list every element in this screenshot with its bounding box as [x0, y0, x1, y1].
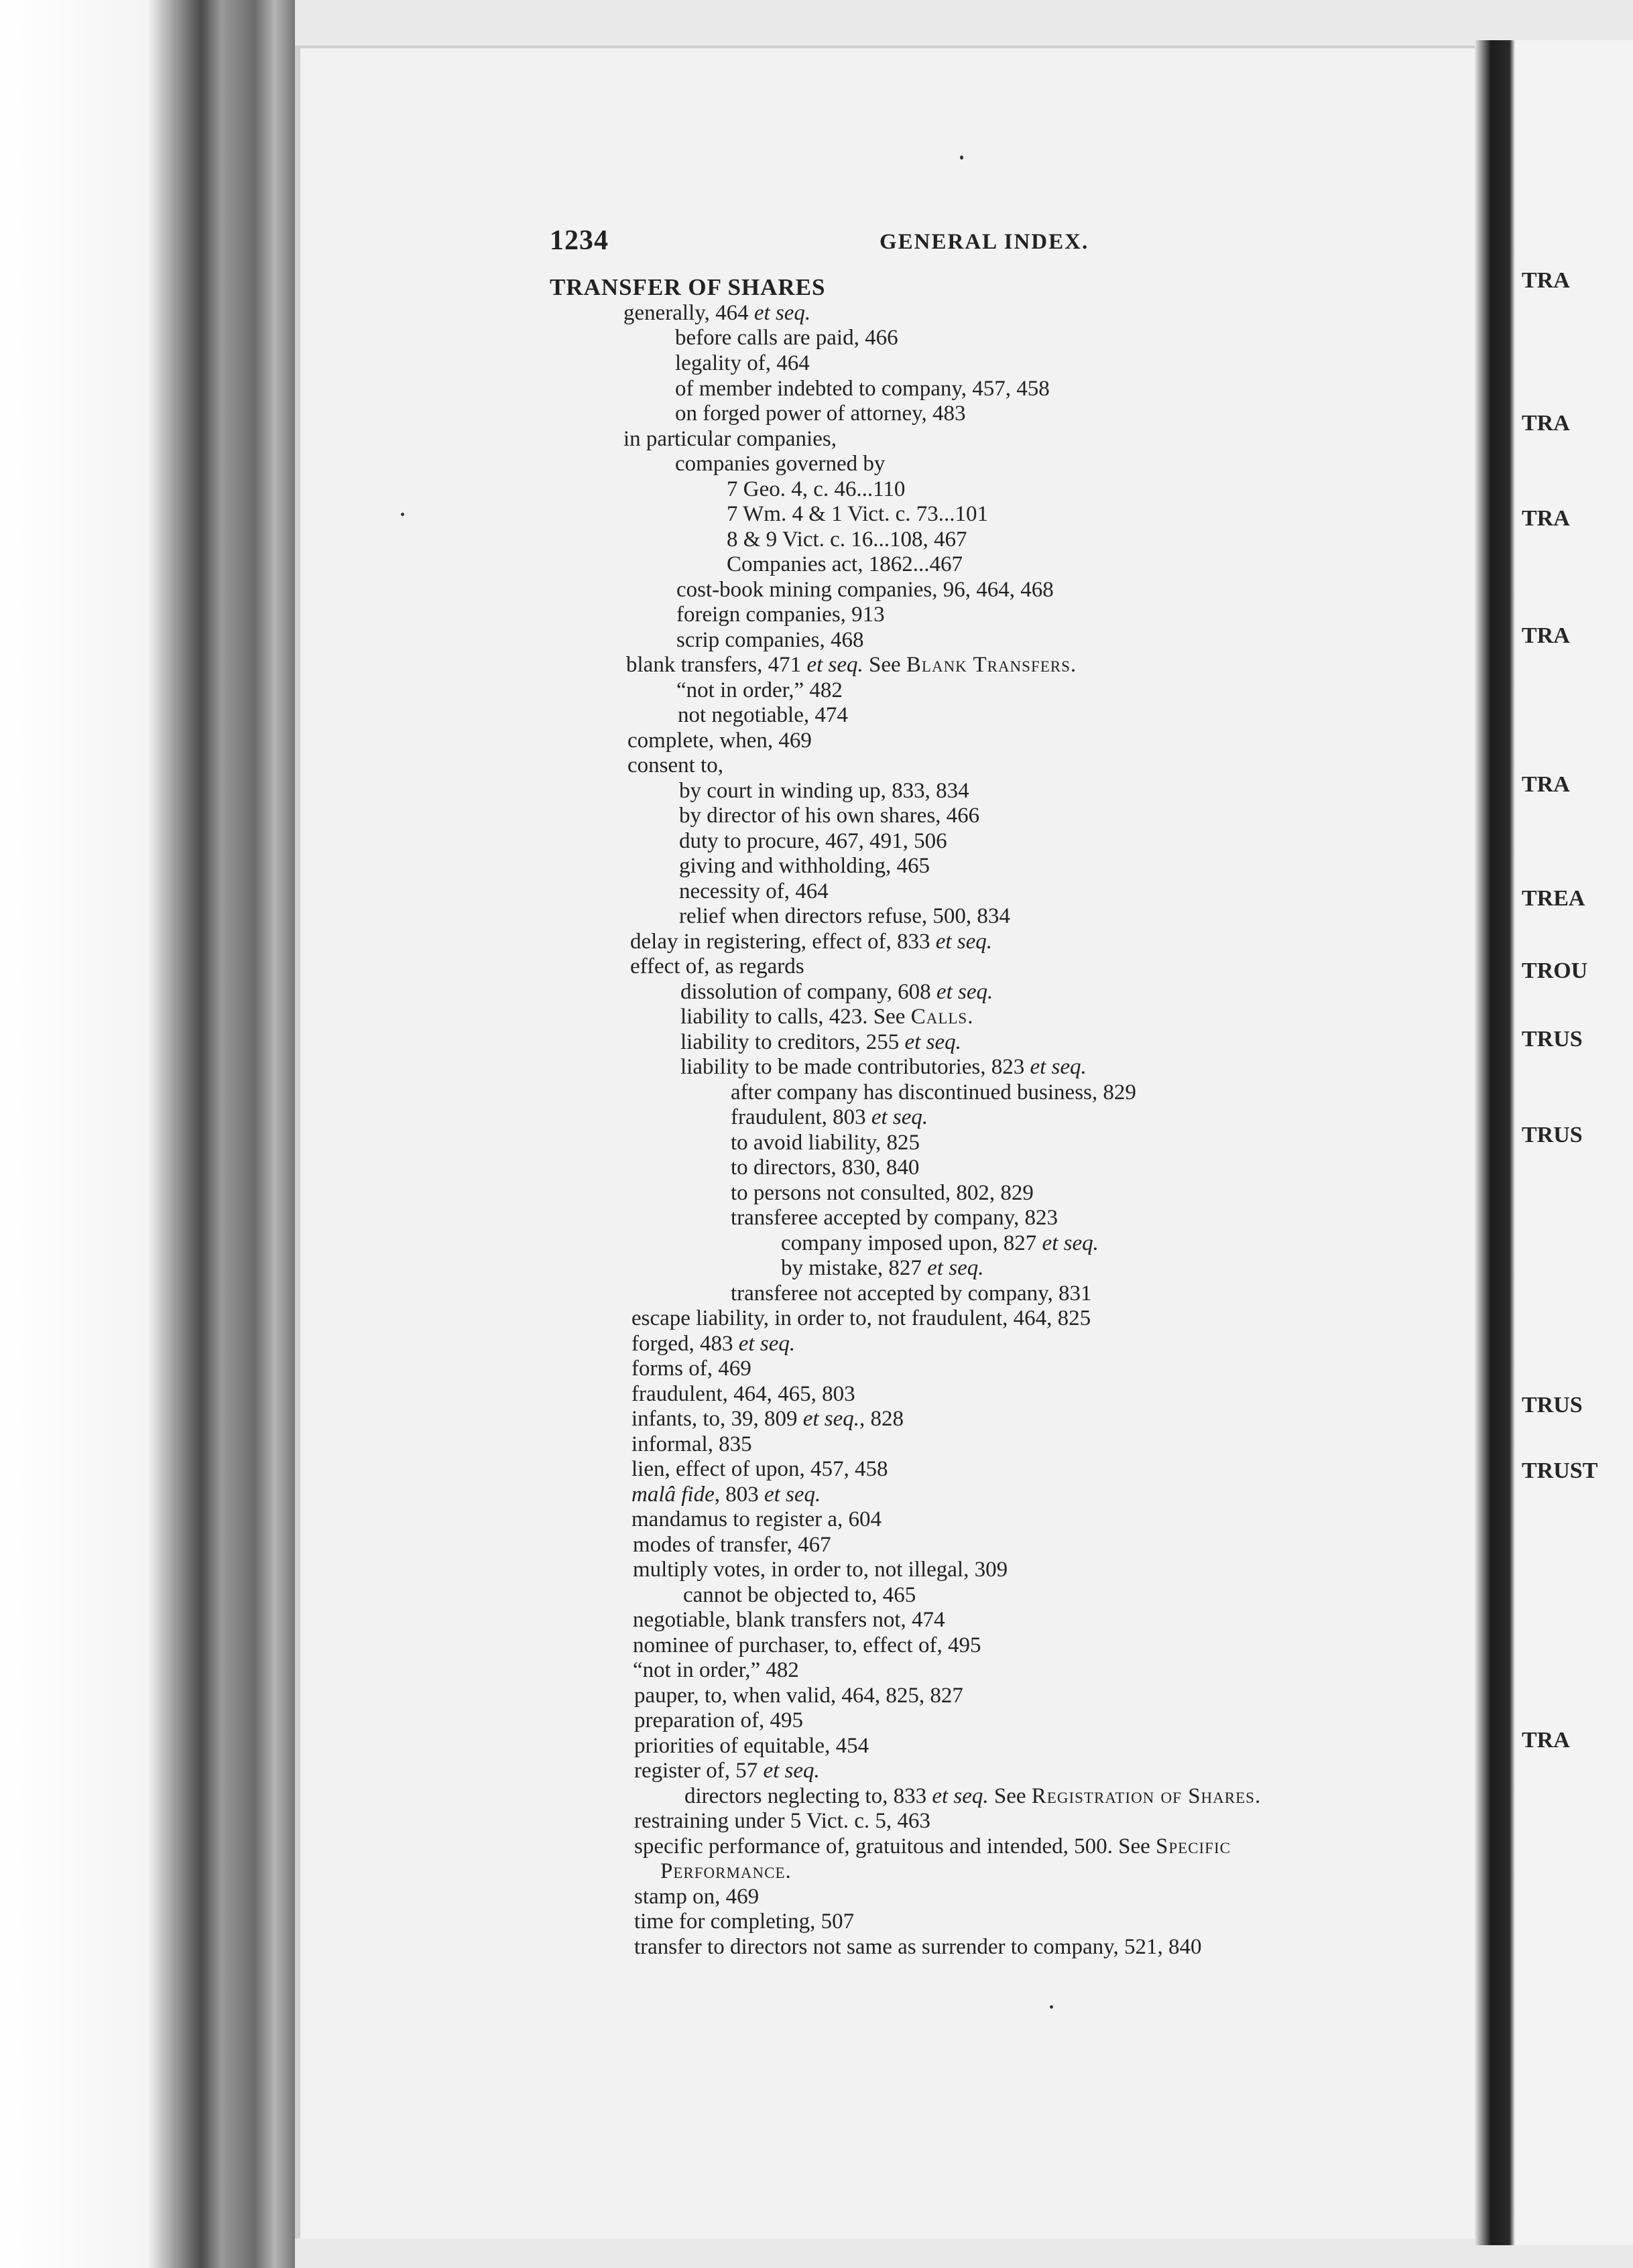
entry-text: dissolution of company, 608 [680, 980, 936, 1004]
index-entry [631, 1406, 904, 1432]
entry-text: restraining under 5 Vict. c. 5, 463 [634, 1809, 930, 1833]
entry-text: nominee of purchaser, to, effect of, 495 [633, 1633, 981, 1657]
index-entry [627, 753, 723, 778]
entry-text: relief when directors refuse, 500, 834 [679, 904, 1010, 928]
index-entry [634, 1708, 803, 1733]
entry-text: priorities of equitable, 454 [634, 1734, 869, 1758]
italic-text: et seq. [1042, 1231, 1099, 1255]
entry-text: See [863, 653, 906, 677]
entry-text: transferee accepted by company, 823 [731, 1206, 1059, 1230]
index-entry [660, 1858, 792, 1884]
italic-text: et seq. [927, 1256, 984, 1280]
index-entry [676, 627, 864, 653]
italic-text: et seq. [936, 980, 993, 1004]
index-entry [631, 1356, 751, 1381]
entry-text: stamp on, 469 [634, 1885, 760, 1909]
index-entry [634, 1884, 759, 1909]
entry-text: by court in winding up, 833, 834 [679, 779, 969, 803]
entry-text: 7 Geo. 4, c. 46...110 [727, 477, 906, 501]
entry-text: after company has discontinued business, 829 [731, 1080, 1136, 1105]
index-entry [634, 1808, 930, 1834]
index-entry [631, 1482, 821, 1507]
index-entry [731, 1130, 920, 1155]
paper-speck [1050, 2005, 1053, 2009]
italic-text: et seq. [806, 653, 863, 677]
entry-text: specific performance of, gratuitous and intended, 500. See [634, 1834, 1156, 1858]
entry-text: See [988, 1784, 1032, 1808]
entry-text: forged, 483 [631, 1332, 739, 1356]
index-entry [631, 1381, 855, 1407]
index-entry [633, 1532, 831, 1558]
facing-page-heading-fragment: TRUS [1522, 1027, 1583, 1052]
entry-text: 8 & 9 Vict. c. 16...108, 467 [727, 527, 967, 552]
entry-text: fraudulent, 803 [731, 1105, 871, 1129]
entry-text: negotiable, blank transfers not, 474 [633, 1608, 945, 1632]
cross-reference: Registration of Shares. [1031, 1784, 1262, 1808]
cross-reference: Performance. [660, 1859, 792, 1883]
index-entry [727, 477, 905, 502]
index-entry [731, 1155, 919, 1180]
italic-text: malâ fide [631, 1483, 715, 1507]
entry-text: liability to be made contributories, 823 [680, 1055, 1030, 1079]
entry-text: to directors, 830, 840 [731, 1155, 920, 1180]
index-entry [676, 678, 843, 703]
entry-text: Companies act, 1862...467 [727, 552, 963, 576]
entry-text: necessity of, 464 [679, 879, 829, 903]
facing-page-heading-fragment: TRUS [1522, 1123, 1583, 1147]
entry-text: forms of, 469 [631, 1357, 751, 1381]
entry-text: before calls are paid, 466 [675, 326, 898, 350]
entry-text: to persons not consulted, 802, 829 [731, 1181, 1034, 1205]
index-entry [731, 1281, 1091, 1306]
entry-text: by director of his own shares, 466 [679, 804, 980, 828]
entry-text: cannot be objected to, 465 [683, 1583, 916, 1607]
entry-text: preparation of, 495 [634, 1708, 803, 1732]
italic-text: et seq. [763, 1759, 820, 1783]
index-entry [634, 1733, 869, 1759]
entry-text: duty to procure, 467, 491, 506 [679, 829, 947, 853]
running-head: GENERAL INDEX. [880, 230, 1089, 254]
index-entry [679, 778, 969, 804]
entry-text: infants, to, 39, 809 [631, 1407, 803, 1431]
facing-page-heading-fragment: TROU [1522, 958, 1588, 983]
index-entry [680, 1029, 961, 1055]
index-entry [680, 979, 993, 1005]
entry-text: effect of, as regards [630, 954, 804, 979]
entry-text: informal, 835 [631, 1432, 752, 1456]
facing-page-heading-fragment: TRUS [1522, 1393, 1583, 1418]
entry-text: complete, when, 469 [627, 729, 812, 753]
entry-text: delay in registering, effect of, 833 [630, 930, 936, 954]
entry-text: , 828 [859, 1407, 904, 1431]
facing-page-heading-fragment: TRA [1522, 623, 1570, 648]
index-entry [631, 1507, 882, 1532]
facing-page-heading-fragment: TRA [1522, 411, 1570, 436]
italic-text: et seq. [904, 1030, 961, 1054]
cross-reference: Specific [1155, 1834, 1231, 1858]
italic-text: et seq. [802, 1407, 860, 1431]
italic-text: et seq. [935, 930, 993, 954]
index-entry [631, 1456, 888, 1482]
index-entry [727, 527, 967, 552]
index-entry [731, 1080, 1136, 1105]
index-entry [627, 728, 812, 753]
index-entry [727, 552, 963, 577]
index-entry [727, 501, 988, 527]
index-entry [631, 1331, 795, 1357]
index-entry [679, 903, 1010, 929]
facing-page-heading-fragment: TRUST [1522, 1458, 1598, 1483]
entry-text: multiply votes, in order to, not illegal, 309 [633, 1558, 1008, 1582]
cross-reference: Calls. [910, 1005, 974, 1029]
paper-speck [960, 155, 963, 160]
index-entry [675, 451, 885, 477]
entry-text: transfer to directors not same as surrender to company, 521, 840 [634, 1935, 1202, 1959]
index-entry [731, 1105, 928, 1130]
index-heading [550, 275, 826, 300]
entry-text: foreign companies, 913 [676, 603, 885, 627]
italic-text: et seq. [738, 1332, 796, 1356]
entry-text: of member indebted to company, 457, 458 [675, 377, 1050, 401]
italic-text: et seq. [764, 1483, 821, 1507]
entry-text: escape liability, in order to, not fraudulent, 464, 825 [631, 1306, 1091, 1330]
entry-text: lien, effect of upon, 457, 458 [631, 1457, 888, 1481]
entry-text: consent to, [627, 753, 723, 777]
entry-text: in particular companies, [623, 427, 837, 451]
entry-text: directors neglecting to, 833 [684, 1784, 932, 1808]
facing-page-heading-fragment: TRA [1522, 268, 1570, 293]
index-entry [679, 853, 930, 879]
entry-text: giving and withholding, 465 [679, 854, 930, 878]
entry-text: companies governed by [675, 452, 886, 476]
index-entry [676, 577, 1054, 603]
index-entry [630, 929, 992, 954]
entry-text: liability to calls, 423. See [680, 1005, 911, 1029]
index-entry [781, 1255, 983, 1281]
entry-text: modes of transfer, 467 [633, 1533, 831, 1557]
index-entry [675, 351, 810, 376]
entry-text: transferee not accepted by company, 831 [731, 1281, 1092, 1306]
italic-text: et seq. [932, 1784, 989, 1808]
index-entry [675, 376, 1050, 401]
index-entry [633, 1657, 799, 1683]
index-entry [623, 300, 810, 326]
entry-text: by mistake, 827 [781, 1256, 928, 1280]
index-entry [633, 1557, 1008, 1582]
entry-text: not negotiable, 474 [678, 703, 848, 727]
index-entry [680, 1004, 973, 1029]
index-entry [631, 1306, 1091, 1331]
entry-text: “not in order,” 482 [633, 1658, 799, 1682]
facing-page-heading-fragment: TRA [1522, 1728, 1570, 1753]
entry-text: on forged power of attorney, 483 [675, 401, 966, 426]
entry-text: scrip companies, 468 [676, 628, 864, 652]
index-entry [731, 1205, 1058, 1231]
entry-text: , 803 [714, 1483, 764, 1507]
index-entry [676, 602, 885, 627]
italic-text: et seq. [1030, 1055, 1087, 1079]
index-entry [679, 828, 947, 854]
entry-text: liability to creditors, 255 [680, 1030, 905, 1054]
index-entry [634, 1683, 963, 1708]
entry-text: fraudulent, 464, 465, 803 [631, 1382, 855, 1406]
facing-page-heading-fragment: TRA [1522, 772, 1570, 797]
entry-text: pauper, to, when valid, 464, 825, 827 [634, 1684, 963, 1708]
index-entry [626, 652, 1077, 678]
entry-text: register of, 57 [634, 1759, 764, 1783]
index-entry [675, 325, 898, 351]
paper-speck [401, 513, 404, 516]
facing-page-heading-fragment: TREA [1522, 886, 1585, 911]
entry-text: legality of, 464 [675, 351, 810, 375]
index-entry [623, 426, 837, 452]
index-entry [634, 1758, 820, 1783]
entry-text: mandamus to register a, 604 [631, 1507, 882, 1531]
index-entry [678, 702, 848, 728]
index-entry [675, 401, 965, 426]
index-entry [633, 1607, 945, 1633]
entry-text: 7 Wm. 4 & 1 Vict. c. 73...101 [727, 502, 989, 526]
index-entry [633, 1633, 981, 1658]
italic-text: et seq. [871, 1105, 928, 1129]
index-entry [680, 1054, 1087, 1080]
entry-text: cost-book mining companies, 96, 464, 468 [676, 578, 1054, 602]
italic-text: et seq. [753, 301, 811, 325]
page-number: 1234 [550, 225, 609, 256]
index-entry [679, 879, 829, 904]
index-entry [634, 1909, 854, 1934]
index-entry [634, 1934, 1201, 1960]
index-entry [634, 1834, 1231, 1859]
index-entry [679, 803, 979, 828]
entry-text: generally, 464 [623, 301, 754, 325]
entry-text: to avoid liability, 825 [731, 1131, 920, 1155]
index-entry [684, 1783, 1261, 1809]
entry-text: time for completing, 507 [634, 1909, 855, 1934]
index-entry [781, 1231, 1099, 1256]
index-entry [683, 1582, 916, 1608]
index-entry [631, 1432, 752, 1457]
index-entry [731, 1180, 1034, 1206]
entry-text: “not in order,” 482 [676, 678, 843, 702]
entry-text: blank transfers, 471 [626, 653, 807, 677]
cross-reference: Blank Transfers. [906, 653, 1077, 677]
facing-page-heading-fragment: TRA [1522, 506, 1570, 531]
entry-text: TRANSFER OF SHARES [550, 274, 826, 300]
entry-text: company imposed upon, 827 [781, 1231, 1042, 1255]
index-entry [630, 954, 804, 979]
